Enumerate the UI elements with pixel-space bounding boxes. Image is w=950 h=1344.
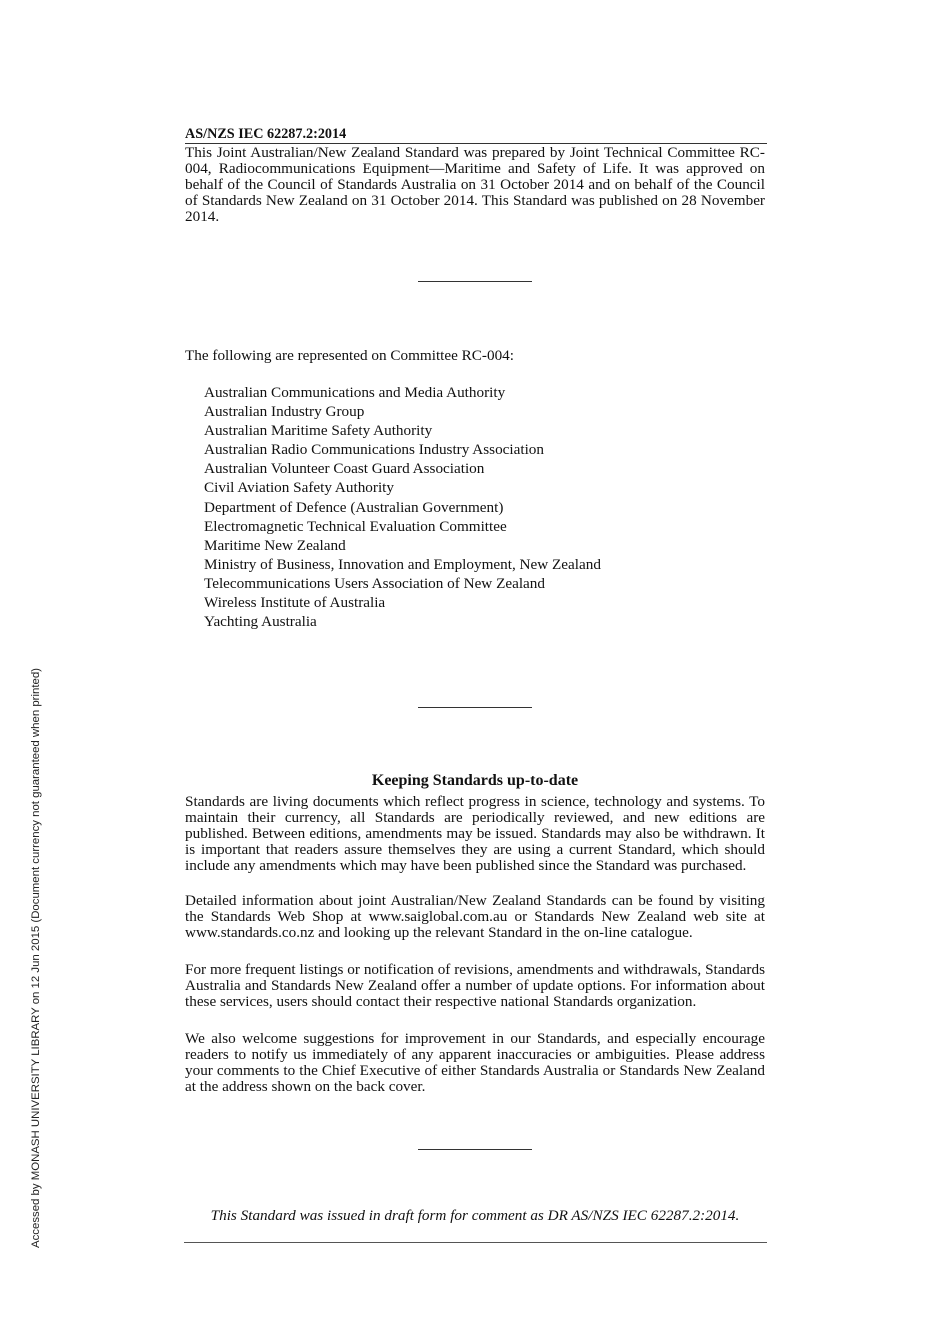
section-divider <box>418 281 532 282</box>
committee-member: Ministry of Business, Innovation and Employment, New Zealand <box>204 555 601 573</box>
section-divider <box>418 1149 532 1150</box>
body-paragraph: For more frequent listings or notification of revisions, amendments and withdrawals, Standards Australia and Standards New Zealand offer a number of update options. For information about these services, users should contact their respective national Standards organization. <box>185 961 765 1010</box>
committee-member: Civil Aviation Safety Authority <box>204 479 394 497</box>
document-id-header: AS/NZS IEC 62287.2:2014 <box>185 126 767 144</box>
approval-statement: This Joint Australian/New Zealand Standard was prepared by Joint Technical Committee RC-004, Radiocommunications Equipment—Maritime and Safety of Life. It was approved on behalf of the Council of Standards Australia on 31 October 2014 and on behalf of the Council of Standards New Zealand on 31 October 2014. This Standard was published on 28 November 2014. <box>185 144 765 225</box>
body-paragraph: We also welcome suggestions for improvement in our Standards, and especially encourage readers to notify us immediately of any apparent inaccuracies or ambiguities. Please address your comments to the Chief Executive of either Standards Australia or Standards New Zealand at the address shown on the back cover. <box>185 1030 765 1095</box>
keeping-standards-heading: Keeping Standards up-to-date <box>371 772 579 789</box>
footer-rule <box>184 1242 767 1243</box>
committee-member: Australian Communications and Media Authority <box>204 384 506 401</box>
committee-intro: The following are represented on Committee RC-004: <box>185 347 514 364</box>
committee-member: Electromagnetic Technical Evaluation Committee <box>204 517 507 535</box>
committee-member-list <box>204 383 601 631</box>
committee-member: Wireless Institute of Australia <box>204 594 386 612</box>
committee-member: Australian Maritime Safety Authority <box>204 422 433 440</box>
committee-member: Telecommunications Users Association of New Zealand <box>204 574 545 592</box>
committee-member: Australian Volunteer Coast Guard Association <box>204 460 485 478</box>
committee-member: Yachting Australia <box>204 613 317 631</box>
committee-member: Maritime New Zealand <box>204 536 346 554</box>
section-divider <box>418 707 532 708</box>
committee-member: Australian Radio Communications Industry Association <box>204 441 544 459</box>
committee-member: Department of Defence (Australian Government) <box>204 498 504 516</box>
body-paragraph: Standards are living documents which reflect progress in science, technology and systems. To maintain their currency, all Standards are periodically reviewed, and new editions are published. Between editions, amendments may be issued. Standards may also be withdrawn. It is important that readers assure themselves they are using a current Standard, which should include any amendments which may have been published since the Standard was purchased. <box>185 793 765 874</box>
draft-issue-note: This Standard was issued in draft form for comment as DR AS/NZS IEC 62287.2:2014. <box>210 1207 740 1224</box>
access-watermark: Accessed by MONASH UNIVERSITY LIBRARY on 12 Jun 2015 (Document currency not guaranteed when printed) <box>30 668 42 1248</box>
committee-member: Australian Industry Group <box>204 403 365 421</box>
body-paragraph: Detailed information about joint Australian/New Zealand Standards can be found by visiting the Standards Web Shop at www.saiglobal.com.au or Standards New Zealand web site at www.standards.co.nz and looking up the relevant Standard in the on-line catalogue. <box>185 892 765 941</box>
